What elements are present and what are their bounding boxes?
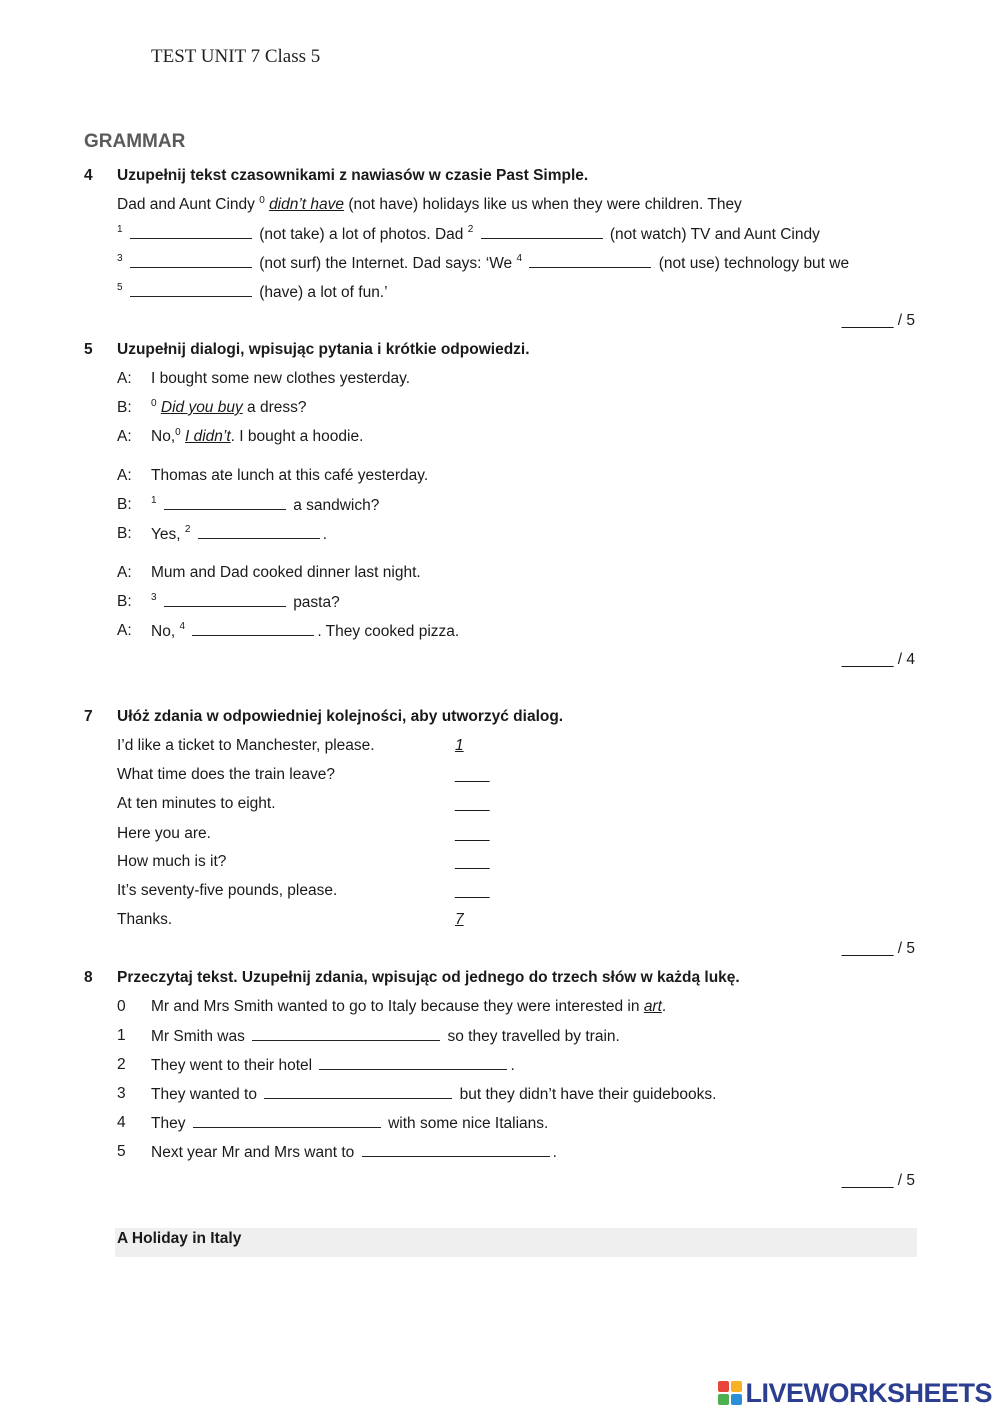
question-instruction: Uzupełnij tekst czasownikami z nawiasów w czasie Past Simple.	[117, 167, 589, 184]
item-number: 3	[117, 1085, 126, 1102]
text: They went to their hotel	[151, 1057, 313, 1074]
text: Mr Smith was	[151, 1028, 245, 1045]
answer-gap-2[interactable]	[198, 525, 320, 539]
text: (not have) holidays like us when they were children. They	[348, 196, 742, 213]
order-answer: 1	[455, 737, 464, 754]
dialogue-line	[151, 428, 363, 446]
document-title: TEST UNIT 7 Class 5	[151, 46, 321, 67]
sentence-line	[151, 1143, 557, 1162]
speaker-label: A:	[117, 622, 132, 639]
speaker-label: A:	[117, 428, 132, 445]
order-answer-gap[interactable]: ____	[455, 766, 490, 783]
sentence-line	[151, 1027, 620, 1046]
text: No,	[151, 428, 176, 445]
gap-number: 1	[117, 224, 123, 235]
item-number: 1	[117, 1027, 126, 1044]
order-item: What time does the train leave?	[117, 766, 335, 783]
logo-square	[731, 1394, 742, 1405]
speaker-label: A:	[117, 467, 132, 484]
order-item: At ten minutes to eight.	[117, 795, 276, 812]
order-answer-gap[interactable]: ____	[455, 795, 490, 812]
speaker-label: B:	[117, 496, 132, 513]
speaker-label: A:	[117, 370, 132, 387]
gap-number: 0	[259, 195, 265, 206]
score-box: ______ / 5	[841, 1172, 915, 1189]
text: . I bought a hoodie.	[230, 428, 364, 445]
sentence-line	[151, 998, 666, 1016]
example-answer: didn’t have	[269, 196, 345, 213]
answer-gap-1[interactable]	[252, 1027, 440, 1041]
text: so they travelled by train.	[447, 1028, 620, 1045]
question-number: 4	[84, 167, 93, 184]
question-instruction: Uzupełnij dialogi, wpisując pytania i krótkie odpowiedzi.	[117, 341, 530, 358]
order-item: I’d like a ticket to Manchester, please.	[117, 737, 375, 754]
answer-gap-4[interactable]	[192, 622, 314, 636]
q4-line-2	[117, 225, 820, 244]
text: but they didn’t have their guidebooks.	[459, 1086, 717, 1103]
text: .	[552, 1144, 557, 1161]
answer-gap-3[interactable]	[164, 593, 286, 607]
speaker-label: B:	[117, 525, 132, 542]
item-number: 4	[117, 1114, 126, 1131]
text: pasta?	[293, 594, 340, 611]
text: .	[510, 1057, 515, 1074]
text: (not watch) TV and Aunt Cindy	[609, 226, 820, 243]
text: They wanted to	[151, 1086, 257, 1103]
dialogue-line: Mum and Dad cooked dinner last night.	[151, 564, 421, 581]
reading-heading: A Holiday in Italy	[117, 1230, 242, 1247]
order-item: How much is it?	[117, 853, 227, 870]
order-item: It’s seventy-five pounds, please.	[117, 882, 338, 899]
text: They	[151, 1115, 186, 1132]
order-answer-gap[interactable]: ____	[455, 853, 490, 870]
text: .	[661, 998, 667, 1015]
liveworksheets-logo	[718, 1376, 992, 1410]
score-box: ______ / 5	[841, 312, 915, 329]
logo-square	[731, 1381, 742, 1392]
q4-line-1	[117, 196, 742, 214]
item-number: 2	[117, 1056, 126, 1073]
text: with some nice Italians.	[388, 1115, 549, 1132]
reading-heading-bar	[115, 1228, 917, 1257]
speaker-label: A:	[117, 564, 132, 581]
section-heading: GRAMMAR	[84, 131, 186, 152]
sentence-line	[151, 1056, 515, 1075]
order-answer: 7	[455, 911, 464, 928]
logo-square	[718, 1394, 729, 1405]
order-item: Thanks.	[117, 911, 173, 928]
gap-number: 1	[151, 495, 157, 506]
gap-number: 3	[151, 592, 157, 603]
sentence-line	[151, 1114, 548, 1133]
text: Dad and Aunt Cindy	[117, 196, 255, 213]
dialogue-line	[151, 399, 307, 417]
q4-line-4	[117, 283, 388, 302]
order-item: Here you are.	[117, 825, 211, 842]
gap-number: 4	[516, 253, 523, 264]
logo-square	[718, 1381, 729, 1392]
text: No,	[151, 623, 176, 640]
gap-number: 4	[179, 621, 185, 632]
dialogue-line	[151, 525, 327, 544]
answer-gap-4[interactable]	[529, 254, 651, 268]
logo-text: LIVEWORKSHEETS	[745, 1377, 992, 1408]
example-answer: I didn’t	[185, 428, 231, 445]
example-answer: Did you buy	[160, 399, 243, 416]
text: (not surf) the Internet. Dad says: ‘We	[259, 255, 513, 272]
speaker-label: B:	[117, 399, 132, 416]
text: (have) a lot of fun.’	[259, 284, 388, 301]
answer-gap-5[interactable]	[362, 1143, 550, 1157]
speaker-label: B:	[117, 593, 132, 610]
text: (not use) technology but we	[658, 255, 850, 272]
text: (not take) a lot of photos. Dad	[259, 226, 464, 243]
answer-gap-3[interactable]	[264, 1085, 452, 1099]
score-box: ______ / 4	[841, 651, 915, 668]
text: a sandwich?	[293, 497, 380, 514]
gap-number: 2	[467, 224, 474, 235]
gap-number: 0	[151, 398, 157, 409]
gap-number: 0	[175, 427, 181, 438]
answer-gap-2[interactable]	[319, 1056, 507, 1070]
answer-gap-5[interactable]	[130, 283, 252, 297]
logo-grid-icon	[718, 1381, 742, 1405]
dialogue-line: Thomas ate lunch at this café yesterday.	[151, 467, 429, 484]
question-number: 5	[84, 341, 93, 358]
sentence-line	[151, 1085, 716, 1104]
text: Mr and Mrs Smith wanted to go to Italy because they were interested in	[151, 998, 640, 1015]
question-instruction: Przeczytaj tekst. Uzupełnij zdania, wpisując od jednego do trzech słów w każdą lukę.	[117, 969, 740, 986]
score-box: ______ / 5	[841, 940, 915, 957]
gap-number: 3	[117, 253, 123, 264]
answer-gap-1[interactable]	[130, 225, 252, 239]
item-number: 5	[117, 1143, 126, 1160]
dialogue-line	[151, 622, 459, 641]
answer-gap-4[interactable]	[193, 1114, 381, 1128]
item-number: 0	[117, 998, 126, 1015]
gap-number: 2	[184, 524, 191, 535]
answer-gap-1[interactable]	[164, 496, 286, 510]
example-answer: art	[643, 998, 662, 1015]
dialogue-line	[151, 593, 340, 612]
question-number: 8	[84, 969, 93, 986]
answer-gap-2[interactable]	[481, 225, 603, 239]
dialogue-line: I bought some new clothes yesterday.	[151, 370, 411, 387]
text: .	[322, 526, 328, 543]
text: Next year Mr and Mrs want to	[151, 1144, 355, 1161]
question-number: 7	[84, 708, 93, 725]
order-answer-gap[interactable]: ____	[455, 882, 490, 899]
answer-gap-3[interactable]	[130, 254, 252, 268]
q4-line-3	[117, 254, 849, 273]
text: . They cooked pizza.	[317, 623, 460, 640]
gap-number: 5	[117, 282, 123, 293]
text: Yes,	[151, 526, 181, 543]
dialogue-line	[151, 496, 379, 515]
text: a dress?	[247, 399, 307, 416]
order-answer-gap[interactable]: ____	[455, 825, 490, 842]
question-instruction: Ułóż zdania w odpowiedniej kolejności, aby utworzyć dialog.	[117, 708, 564, 725]
